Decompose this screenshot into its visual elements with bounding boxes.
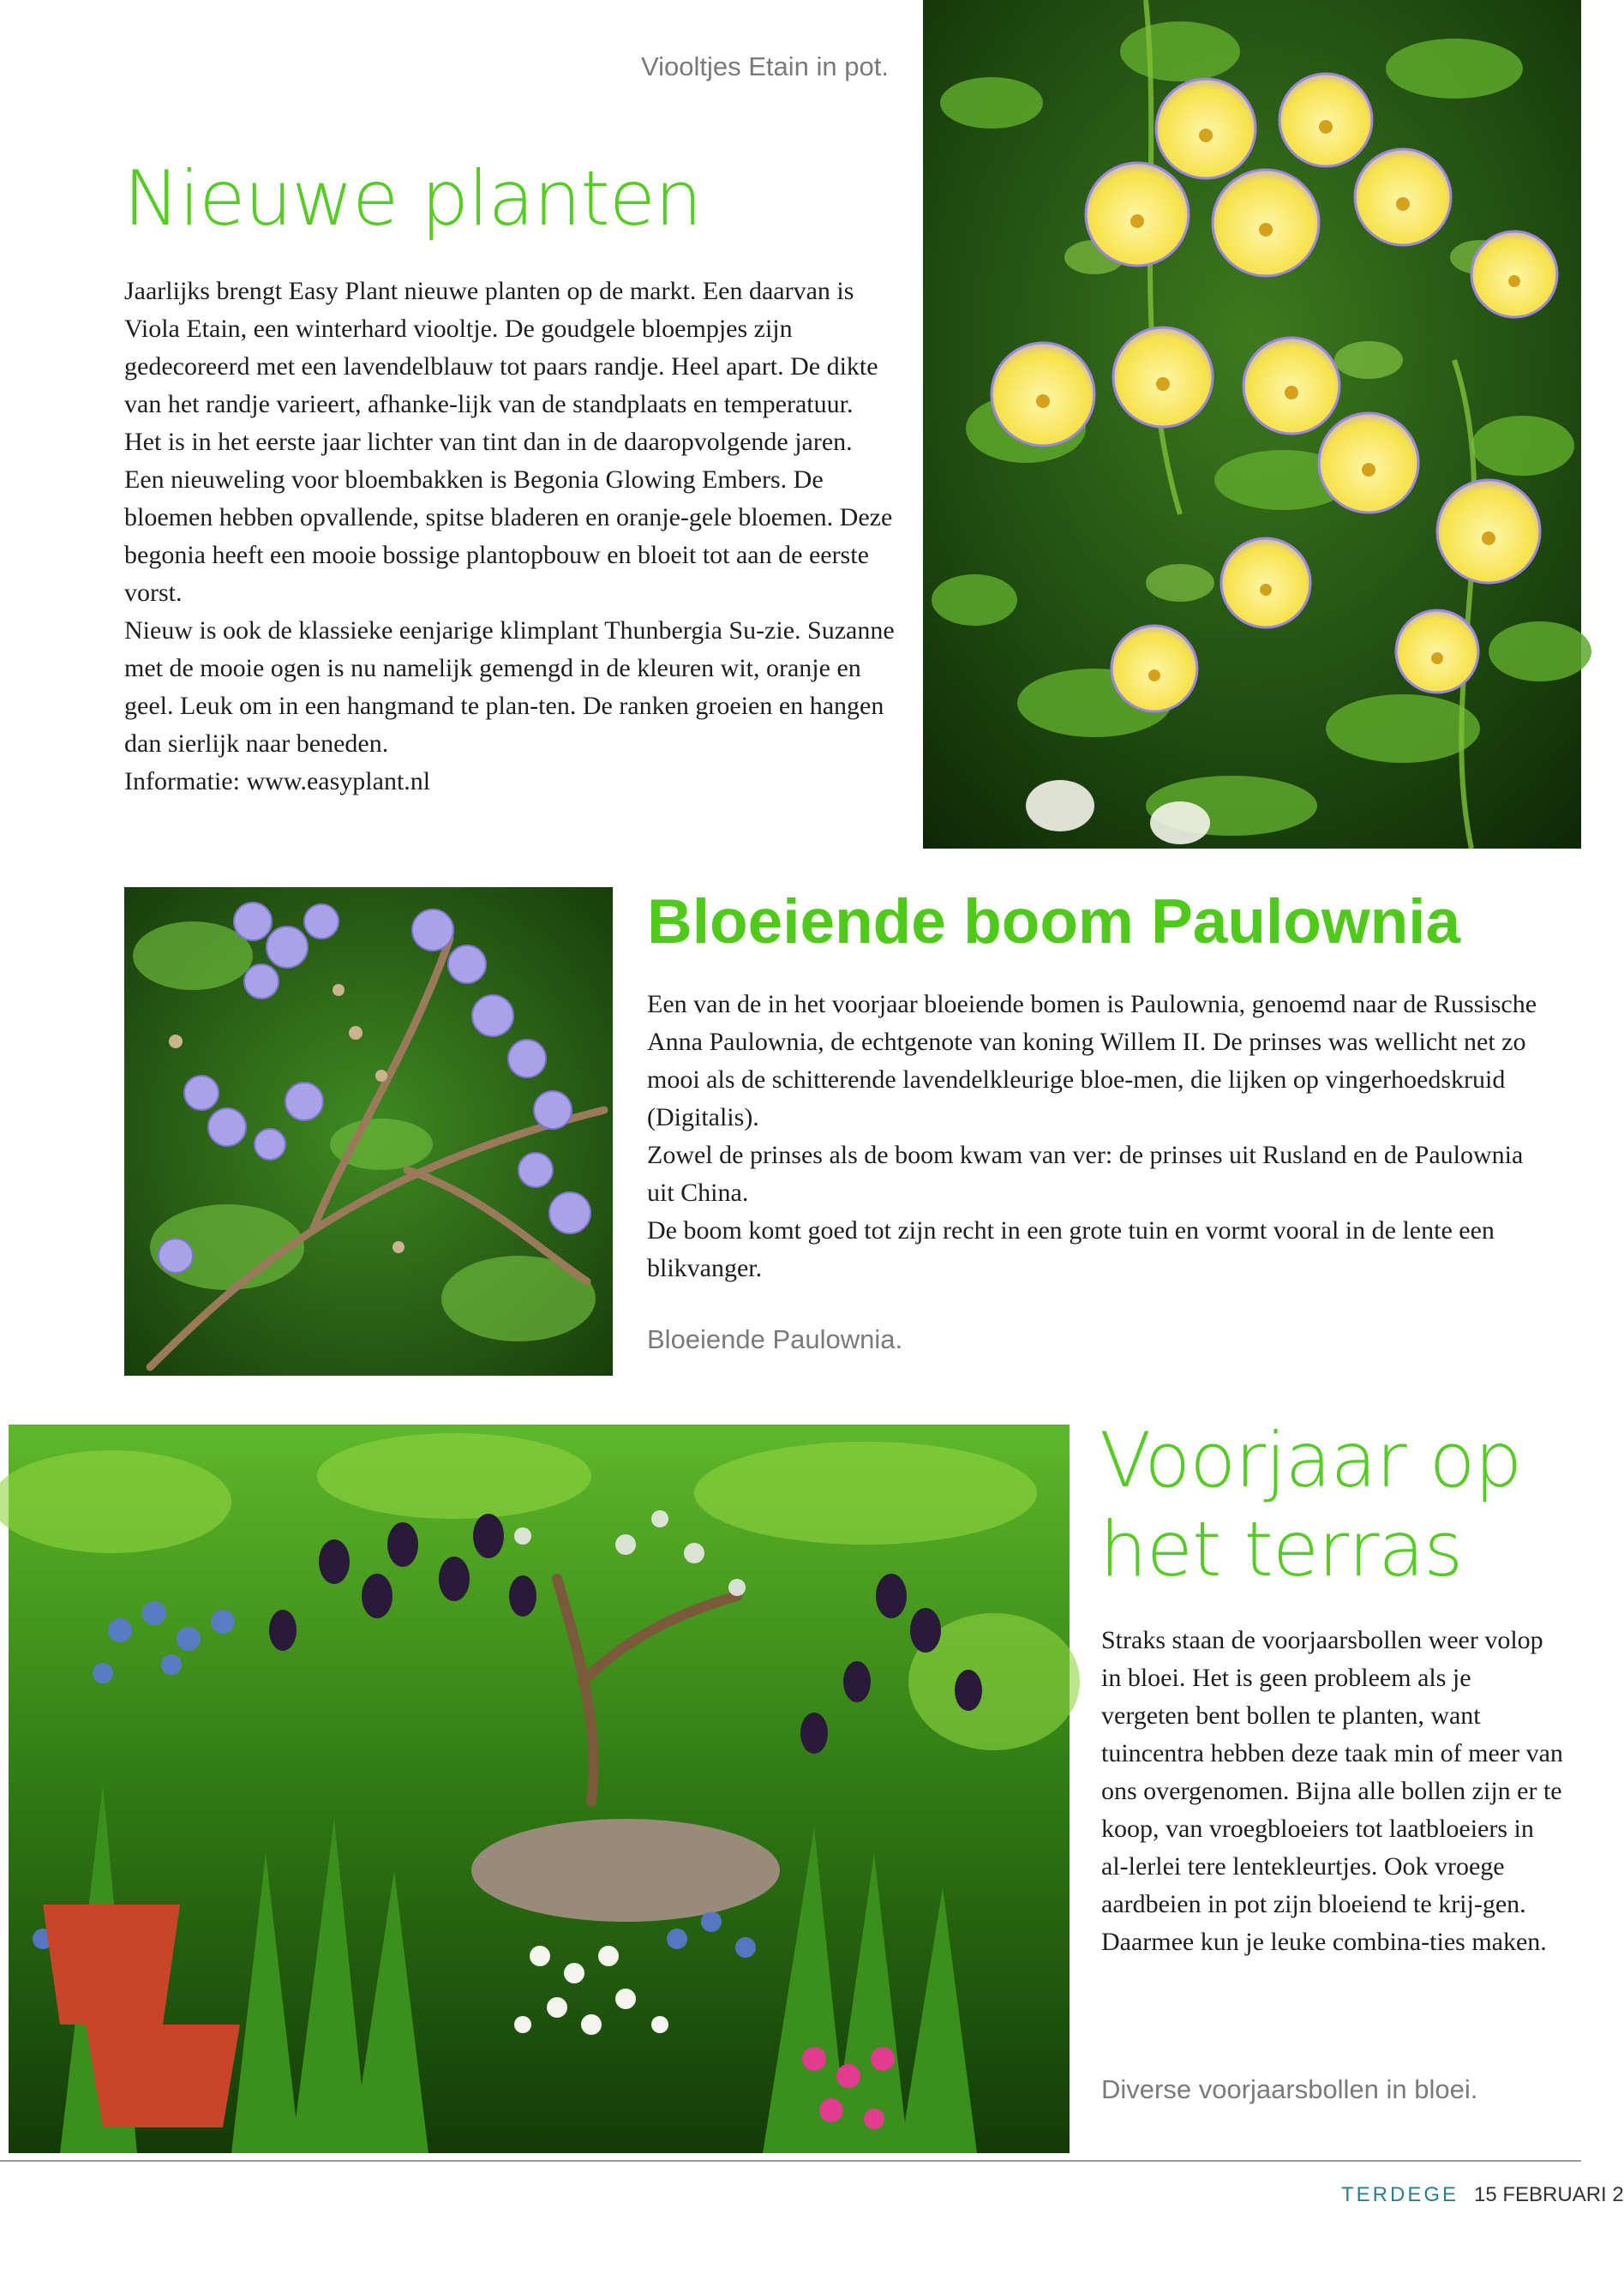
viola-photo-caption: Viooltjes Etain in pot.: [641, 51, 889, 81]
paulownia-paragraph-3: De boom komt goed tot zijn recht in een grote tuin en vormt vooral in de lente een blikvanger.: [647, 1216, 1495, 1282]
terras-photo-caption: Diverse voorjaarsbollen in bloei.: [1101, 2074, 1478, 2104]
paulownia-paragraph-1: Een van de in het voorjaar bloeiende bomen is Paulownia, genoemd naar de Russische Anna Paulownia, de echtgenote van koning Willem II. De prinses was wellicht net zo mooi als de schitterende lavendelkleurige bloe-men, die lijken op vingerhoedskruid (Digitalis).: [647, 990, 1537, 1131]
paulownia-paragraph-2: Zowel de prinses als de boom kwam van ver: de prinses uit Rusland en de Paulownia uit China.: [647, 1141, 1524, 1207]
viola-etain-photo: [923, 0, 1581, 849]
footer-rule: [0, 2160, 1581, 2162]
paulownia-photo: [124, 887, 613, 1376]
terras-title-line-2: het terras: [1100, 1505, 1463, 1593]
paulownia-title: Bloeiende boom Paulownia: [647, 887, 1461, 957]
terras-paragraph-1: Straks staan de voorjaarsbollen weer volop in bloei. Het is geen probleem als je vergeten bent bollen te planten, want tuincentra hebben deze taak min of meer van ons overgenomen. Bijna alle bollen zijn er te koop, van vroegbloeiers tot laatbloeiers in al-lerlei tere lentekleurtjes. Ook vroege aardbeien in pot zijn bloeiend te krij-gen. Daarmee kun je leuke combina-ties maken.: [1101, 1626, 1563, 1956]
nieuwe-planten-paragraph-1: Jaarlijks brengt Easy Plant nieuwe planten op de markt. Een daarvan is Viola Etain, een winterhard viooltje. De goudgele bloempjes zijn gedecoreerd met een lavendelblauw tot paars randje. Heel apart. De dikte van het randje varieert, afhanke-lijk van de standplaats en temperatuur. Het is in het eerste jaar lichter van tint dan in de daaropvolgende jaren.: [124, 277, 878, 456]
paulownia-photo-caption: Bloeiende Paulownia.: [647, 1324, 903, 1354]
terras-title: [1100, 1416, 1521, 1594]
nieuwe-planten-info-link: Informatie: www.easyplant.nl: [124, 767, 431, 795]
footer: [1341, 2183, 1624, 2207]
nieuwe-planten-title: Nieuwe planten: [123, 154, 702, 243]
terras-title-line-1: Voorjaar op: [1100, 1416, 1522, 1504]
nieuwe-planten-body: [124, 273, 896, 801]
magazine-brand: TERDEGE: [1341, 2183, 1459, 2206]
voorjaarsbollen-photo: [9, 1425, 1070, 2153]
terras-body: [1101, 1622, 1564, 1961]
nieuwe-planten-paragraph-2: Een nieuweling voor bloembakken is Begonia Glowing Embers. De bloemen hebben opvallende, spitse bladeren en oranje-gele bloemen. Deze begonia heeft een mooie bossige plantopbouw en bloeit tot aan de eerste vorst.: [124, 465, 893, 607]
issue-date: 15 FEBRUARI 2: [1474, 2183, 1624, 2206]
paulownia-body: [647, 986, 1555, 1287]
nieuwe-planten-paragraph-3: Nieuw is ook de klassieke eenjarige klimplant Thunbergia Su-zie. Suzanne met de mooie ogen is nu namelijk gemengd in de kleuren wit, oranje en geel. Leuk om in een hangmand te plan-ten. De ranken groeien en hangen dan sierlijk naar beneden.: [124, 616, 895, 758]
